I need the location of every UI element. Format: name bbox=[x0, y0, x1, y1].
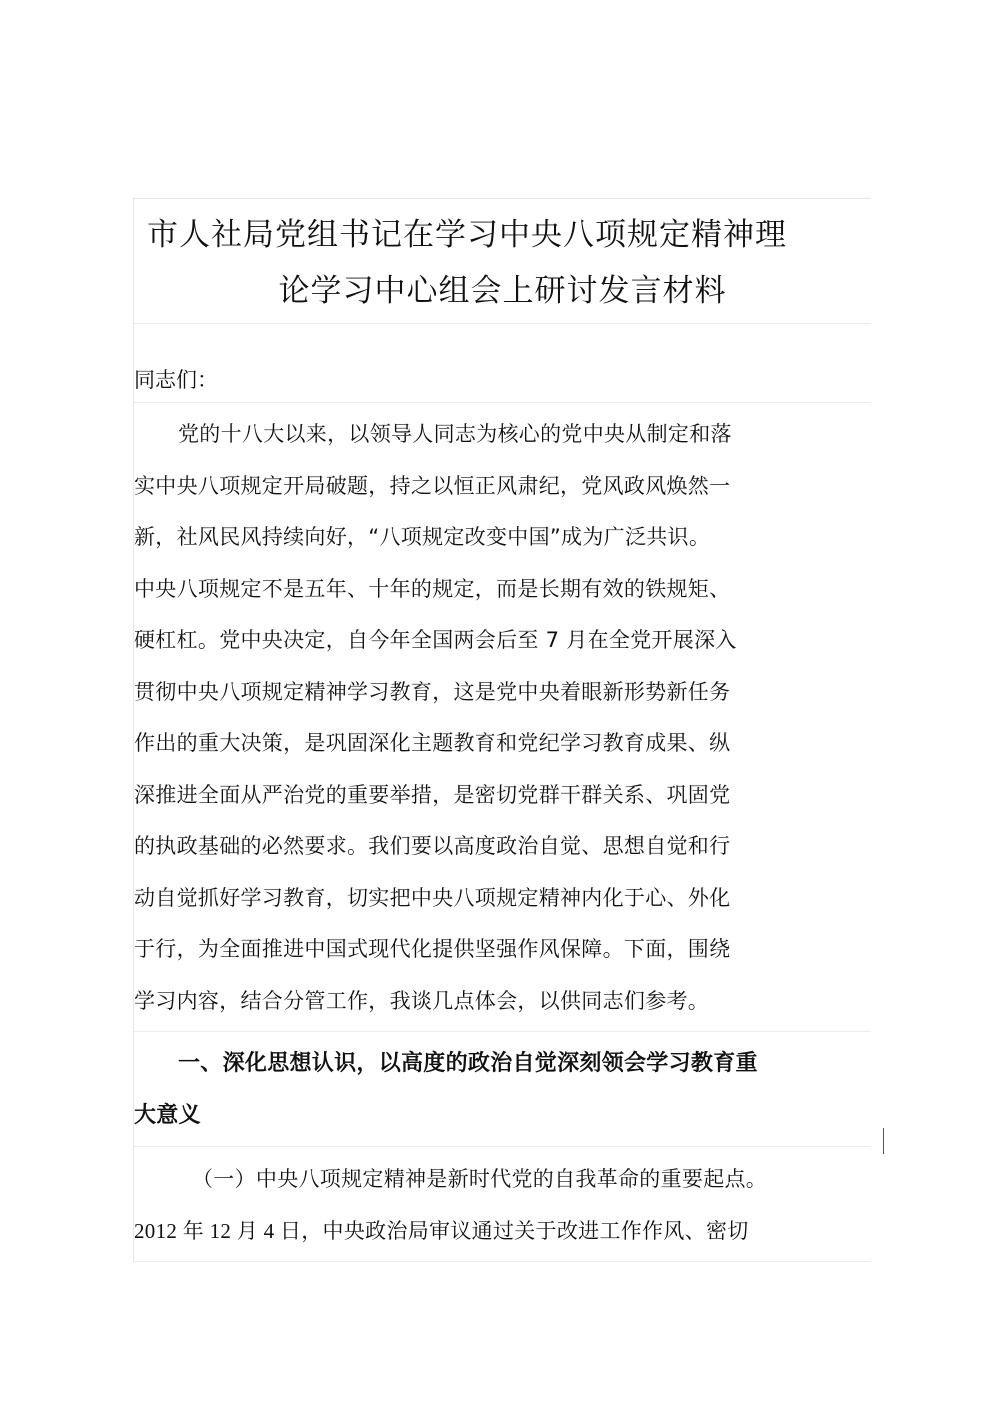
paragraph-line: 作出的重大决策，是巩固深化主题教育和党纪学习教育成果、纵 bbox=[134, 731, 731, 755]
paragraph-line: 动自觉抓好学习教育，切实把中央八项规定精神内化于心、外化 bbox=[134, 885, 731, 910]
section-heading bbox=[134, 1032, 871, 1147]
paragraph-line: 中央八项规定不是五年、十年的规定，而是长期有效的铁规矩、 bbox=[134, 576, 731, 601]
paragraph-line: 硬杠杠。党中央决定，自今年全国两会后至 7 月在全党开展深入 bbox=[134, 628, 737, 652]
paragraph-line: 学习内容，结合分管工作，我谈几点体会，以供同志们参考。 bbox=[134, 988, 710, 1013]
sub-heading: （一）中央八项规定精神是新时代党的自我革命的重要起点。 bbox=[192, 1167, 768, 1191]
paragraph-line: 于行，为全面推进中国式现代化提供坚强作风保障。下面，围绕 bbox=[134, 937, 731, 961]
paragraph-line: 实中央八项规定开局破题，持之以恒正风肃纪，党风政风焕然一 bbox=[134, 473, 731, 498]
salutation: 同志们： bbox=[134, 360, 871, 403]
paragraph-line: 深推进全面从严治党的重要举措，是密切党群干群关系、巩固党 bbox=[134, 782, 731, 807]
paragraph-line: 2012 年 12 月 4 日，中央政治局审议通过关于改进工作作风、密切 bbox=[134, 1219, 749, 1243]
paragraph-line: 党的十八大以来，以领导人同志为核心的党中央从制定和落 bbox=[178, 422, 732, 446]
document-body bbox=[133, 198, 871, 1262]
paragraph-line: 新，社风民风持续向好，“八项规定改变中国”成为广泛共识。 bbox=[134, 525, 711, 549]
title-line-2: 论学习中心组会上研讨发言材料 bbox=[278, 273, 727, 309]
sub-section bbox=[134, 1147, 871, 1262]
section-heading-line-1: 一、深化思想认识，以高度的政治自觉深刻领会学习教育重 bbox=[178, 1051, 758, 1076]
section-heading-line-2: 大意义 bbox=[134, 1103, 201, 1128]
paragraph-line: 的执政基础的必然要求。我们要以高度政治自觉、思想自觉和行 bbox=[134, 834, 731, 858]
intro-paragraph bbox=[134, 403, 871, 1032]
paragraph-line: 贯彻中央八项规定精神学习教育，这是党中央着眼新形势新任务 bbox=[134, 679, 731, 704]
document-title bbox=[134, 198, 871, 324]
text-cursor-mark bbox=[883, 1128, 884, 1154]
title-line-1: 市人社局党组书记在学习中央八项规定精神理 bbox=[147, 217, 787, 253]
